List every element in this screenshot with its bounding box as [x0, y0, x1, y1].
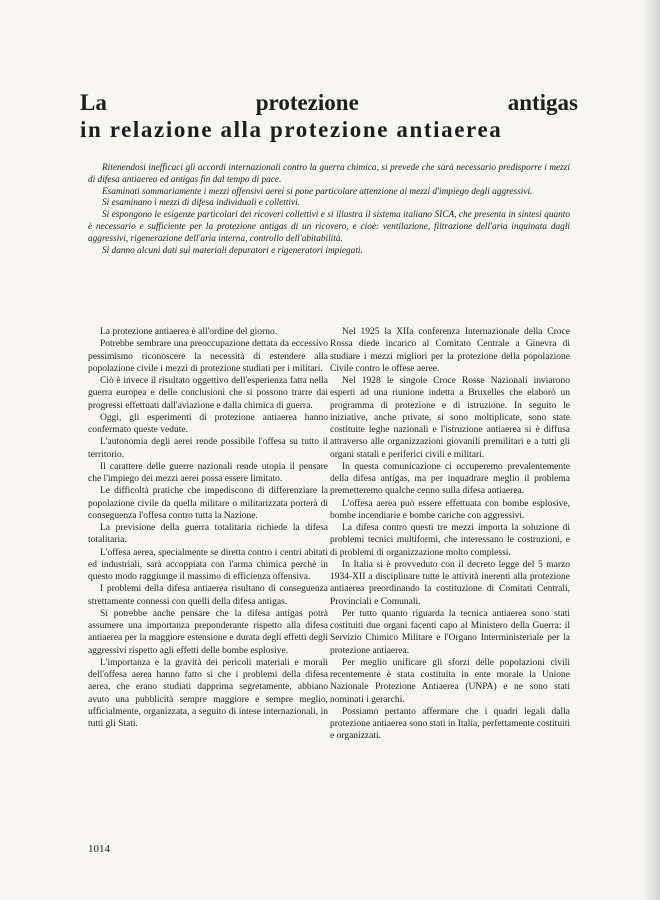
abstract-paragraph: Si danno alcuni dati sui materiali depuratori e rigeneratori impiegati.: [102, 245, 363, 256]
body-paragraph: La protezione antiaerea è all'ordine del giorno.: [100, 327, 278, 337]
body-paragraph: Ciò è invece il risultato oggettivo dell'esperienza fatta nella guerra europea e delle conclusioni che si possono trarre dai progressi effettuati dall'aviazione e dalla chimica di guerra.: [88, 376, 328, 411]
title-word: La: [80, 90, 107, 115]
body-paragraph: Nel 1925 la XIIa conferenza Internazionale della Croce Rossa diede incarico al Comitato Centrale a Ginevra di studiare i mezzi migliori per la protezione della popolazione Civile contro le offese aeree.: [330, 327, 570, 374]
abstract: [88, 163, 570, 257]
body-paragraph: Per tutto quanto riguarda la tecnica antiaerea sono stati costituiti due organi facenti capo al Ministero della Guerra: il Servizio Chimico Militare e l'Organo Interministeriale per la protezione antiaerea.: [330, 608, 570, 656]
abstract-paragraph: Esaminati sommariamente i mezzi offensivi aerei si pone particolare attenzione ai mezzi d'impiego degli aggressivi.: [102, 186, 533, 197]
title-word: antigas: [507, 90, 578, 115]
body-paragraph: I problemi della difesa antiaerea risultano di conseguenza strettamente connessi con quelli della difesa antigas.: [88, 584, 328, 607]
body-paragraph: Oggi, gli esperimenti di protezione antiaerea hanno confermato queste vedute.: [88, 412, 328, 435]
body-paragraph: Per meglio unificare gli sforzi delle popolazioni civili recentemente è stata costituita in ente morale la Unione Nazionale Protezione Antiaerea (UNPA) e ne sono stati nominati i gerarchi.: [330, 657, 570, 705]
abstract-paragraph: Ritenendosi inefficaci gli accordi internazionali contro la guerra chimica, si prevede che sarà necessario predisporre i mezzi di difesa antiaerea ed antigas fin dal tempo di pace.: [88, 163, 570, 185]
body-paragraph: L'offesa aerea, specialmente se diretta contro i centri abitati ed industriali, sarà accoppiata con l'arma chimica perchè in questo modo raggiunge il massimo di efficienza offensiva.: [88, 547, 328, 582]
body-paragraph: Potrebbe sembrare una preoccupazione dettata da eccessivo pessimismo riconoscere la necessità di estendere alla popolazione civile i mezzi di protezione studiati per i militari.: [88, 339, 328, 374]
abstract-paragraph: Si esaminano i mezzi di difesa individuali e collettivi.: [102, 198, 301, 209]
abstract-paragraph: Si espongono le esigenze particolari dei ricoveri collettivi e si illustra il sistema italiano SICA, che presenta in sintesi quanto è necessario e sufficiente per la protezione antigas di un ricovero, e cioè: ventilazione, filtrazione dell'aria inquinata dagli aggressivi, rigenerazione dell'aria interna, controllo dell'abitabilità.: [88, 210, 570, 244]
body-paragraph: Nel 1928 le singole Croce Rosse Nazionali inviarono esperti ad una riunione indetta a Bruxelles che elaborò un programma di protezione e di istruzione. In seguito le iniziative, anche private, si sono moltiplicate, sono state costituite leghe nazionali e l'istruzione antiaerea si è diffusa attraverso alle organizzazioni giovanili premilitari e a tutti gli organi statali e periferici civili e militari.: [330, 376, 570, 460]
body-paragraph: In Italia si è provveduto con il decreto legge del 5 marzo 1934-XII a disciplinare tutte le attività inerenti alla protezione antiaerea preordinando la costituzione di Comitati Centrali, Provinciali e Comunali.: [330, 559, 570, 607]
body-paragraph: Le difficoltà pratiche che impediscono di differenziare la popolazione civile da quella militare o militarizzata porterà di conseguenza l'offesa contro tutta la Nazione.: [88, 486, 328, 521]
body-paragraph: Il carattere delle guerre nazionali rende utopia il pensare che l'impiego dei mezzi aerei possa essere limitato.: [88, 461, 328, 484]
body-paragraph: L'offesa aerea può essere effettuata con bombe esplosive, bombe incendiarie e bombe cariche con aggressivi.: [330, 498, 570, 521]
body-paragraph: La difesa contro questi tre mezzi importa la soluzione di problemi tecnici multiformi, che interessano le costruzioni, e di problemi di organizzazione molto complessi.: [330, 523, 570, 558]
body-paragraph: Possiamo pertanto affermare che i quadri legali dalla protezione antiaerea sono stati in Italia, perfettamente costituiti e organizzati.: [330, 706, 570, 742]
page-number: 1014: [88, 843, 110, 855]
article-title-line-1: [80, 90, 578, 116]
page-edge-shadow: [642, 0, 660, 900]
article-title-line-2: in relazione alla protezione antiaerea: [80, 117, 503, 142]
body-column-left: [88, 326, 328, 730]
title-word: protezione: [255, 90, 359, 115]
body-paragraph: L'autonomia degli aerei rende possibile l'offesa su tutto il territorio.: [88, 437, 328, 460]
body-paragraph: La previsione della guerra totalitaria richiede la difesa totalitaria.: [88, 523, 328, 546]
body-paragraph: L'importanza e la gravità dei pericoli materiali e morali dell'offesa aerea hanno fatto sì che i problemi della difesa aerea, che erano studiati dapprima segretamente, abbiano avuto una pubblicità sempre maggiore e sempre meglio, ufficialmente, organizzata, a seguito di intese internazionali, in tutti gli Stati.: [88, 657, 328, 729]
body-paragraph: Si potrebbe anche pensare che la difesa antigas potrà assumere una importanza preponderante rispetto alla difesa antiaerea per la maggiore estensione e durata degli effetti degli aggressivi rispetto agli effetti delle bombe esplosive.: [88, 608, 328, 656]
body-column-right: [330, 326, 570, 743]
body-paragraph: In questa comunicazione ci occuperemo prevalentemente della difesa antigas, ma per inquadrare meglio il problema premetteremo qualche cenno sulla difesa antiaerea.: [330, 461, 570, 497]
